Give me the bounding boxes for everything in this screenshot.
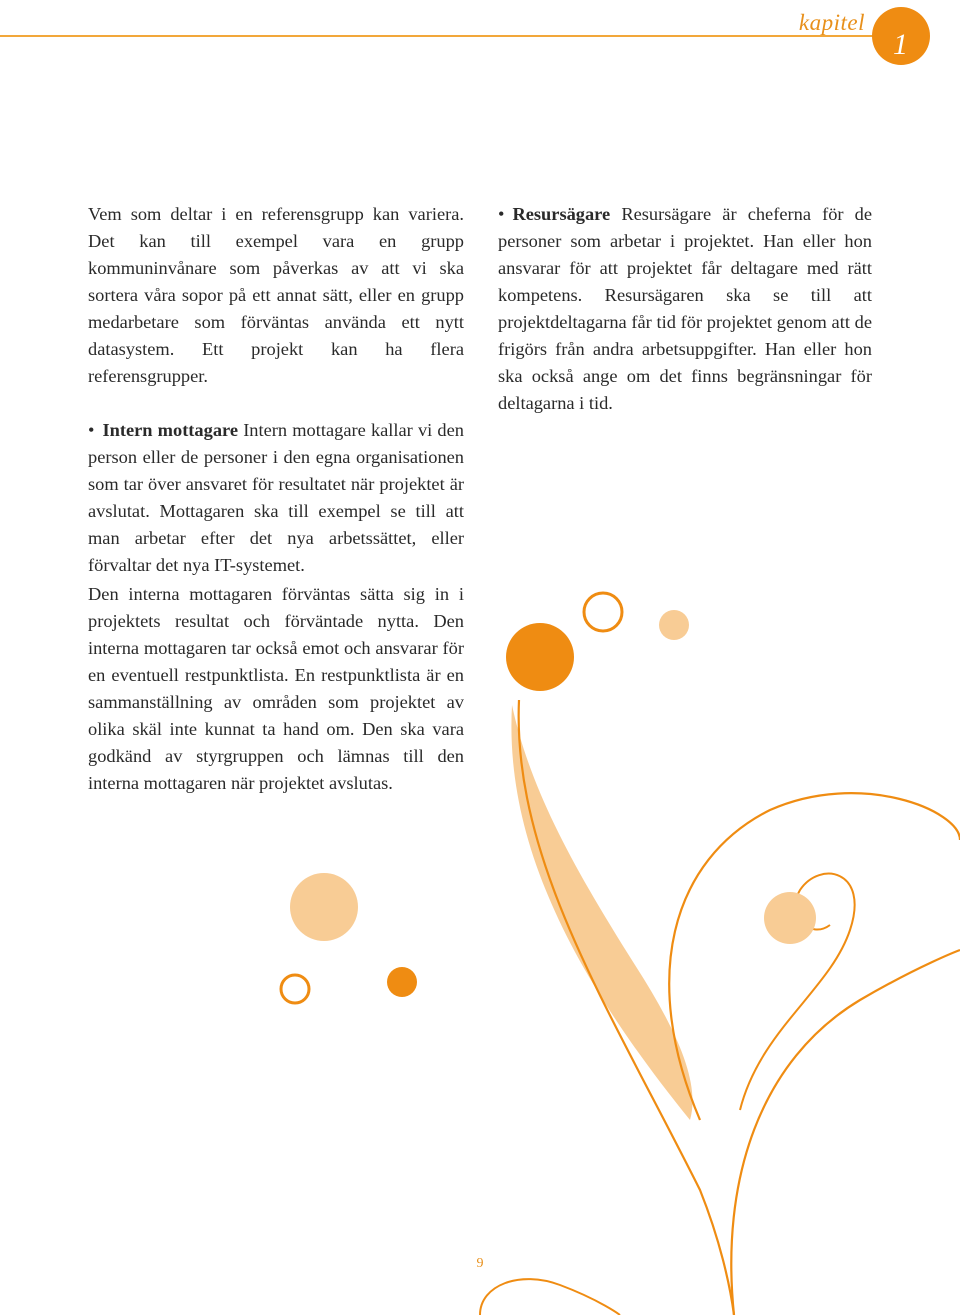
ring-small-left: [281, 975, 309, 1003]
ring-small-top: [584, 593, 622, 631]
intro-paragraph: Vem som deltar i en referensgrupp kan variera. Det kan till exempel vara en grupp kommuninvånare som påverkas av att vi ska sortera våra sopor på ett annat sätt, eller en grupp medarbetare som förväntas använda ett nytt datasystem. Ett projekt kan ha flera referensgrupper.: [88, 204, 464, 386]
closing-paragraph: Den interna mottagaren förväntas sätta sig in i projektets resultat och förväntade nytta. Den interna mottagaren tar också emot och ansvarar för en eventuell restpunktlista. En restpunktlista är en sammanställning av områden som projektet av olika skäl inte kunnat ta hand om. Den ska vara godkänd av styrgruppen och lämnas till den interna mottagaren när projektet avslutas.: [88, 584, 464, 793]
bullet-term: Intern mottagare: [102, 420, 239, 440]
vine-loop: [669, 793, 960, 1120]
bullet-text: Resursägare är cheferna för de personer som arbetar i projektet. Han eller hon ansvarar för att projektet får deltagare med rätt kompetens. Resursägaren ska se till att projektdeltagarna får tid för projektet genom att de frigörs från andra arbetsuppgifter. Han eller hon ska också ange om det finns begränsningar för deltagarna i tid.: [498, 204, 873, 413]
bullet-marker: •: [498, 204, 505, 224]
circle-orange-left: [387, 967, 417, 997]
leaf-shape: [511, 705, 692, 1120]
bullet-text: Intern mottagare kallar vi den person eller de personer i den egna organisationen som tar över ansvaret för resultatet när projektet är avslutat. Mottagaren ska till exempel se till att man arbetar efter det nya arbetssättet, eller förvaltar det nya IT-systemet.: [88, 420, 464, 575]
page-number: 9: [476, 1256, 484, 1271]
vine-bottom: [480, 1279, 620, 1315]
bullet-term: Resursägare: [512, 204, 611, 224]
chapter-label: kapitel: [798, 10, 865, 35]
circle-light-left: [290, 873, 358, 941]
circle-light-small: [659, 610, 689, 640]
bullet-marker: •: [88, 420, 95, 440]
chapter-number: 1: [893, 28, 908, 61]
circle-large-orange: [506, 623, 574, 691]
circle-light-right: [764, 892, 816, 944]
